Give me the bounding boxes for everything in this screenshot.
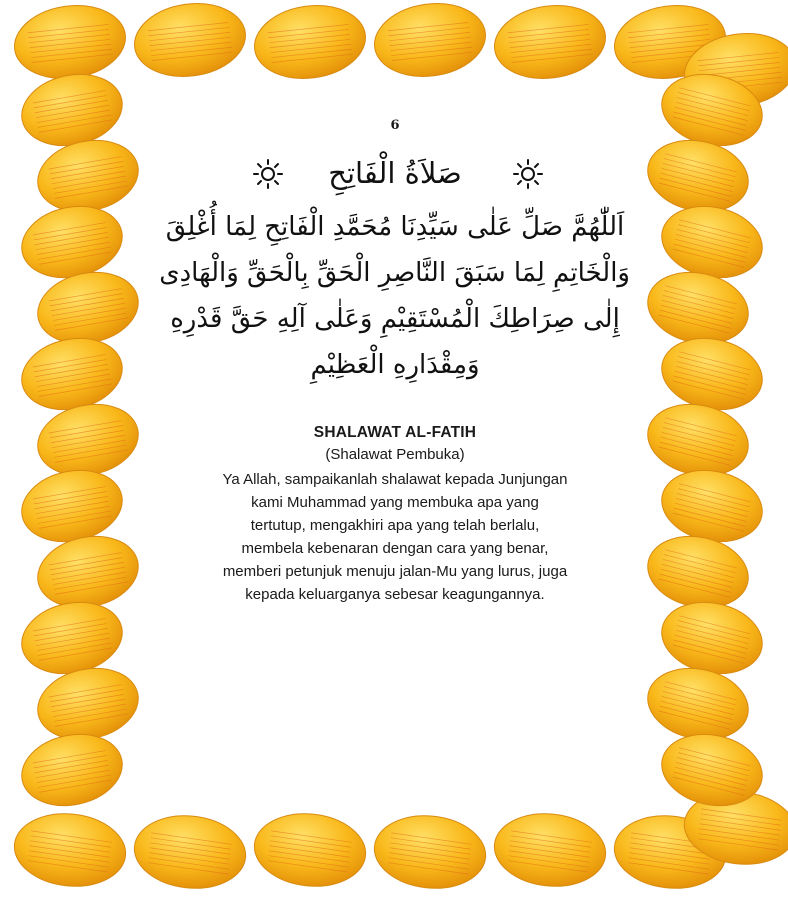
petal (15, 593, 129, 682)
latin-title: SHALAWAT AL-FATIH (313, 424, 477, 441)
text-panel (160, 112, 630, 792)
petal (131, 810, 250, 893)
petal (15, 461, 129, 550)
translation-line: tertutup, mengakhiri apa yang telah berlalu, (250, 517, 540, 534)
translation-line: memberi petunjuk menuju jalan-Mu yang lurus, juga (222, 563, 568, 580)
petal (655, 593, 769, 682)
arabic-prayer-text (160, 204, 630, 388)
latin-subtitle: (Shalawat Pembuka) (325, 446, 465, 463)
sun-icon (512, 158, 544, 190)
petal (15, 197, 129, 286)
translation-line: membela kebenaran dengan cara yang benar, (241, 540, 549, 557)
petal (130, 0, 251, 83)
petal (655, 461, 769, 550)
translation-line: Ya Allah, sampaikanlah shalawat kepada Junjungan (222, 471, 568, 488)
sun-icon (252, 158, 284, 190)
petal (491, 808, 610, 891)
arabic-line: وَمِقْدَارِهِ الْعَظِيْمِ (310, 350, 480, 380)
translation-line: kami Muhammad yang membuka apa yang (251, 494, 539, 511)
translation-line: kepada keluarganya sebesar keagungannya. (245, 586, 545, 603)
petal (655, 329, 769, 418)
arabic-title: صَلاَةُ الْفَاتِحِ (328, 156, 462, 190)
petal (15, 725, 129, 814)
page-number: 6 (390, 118, 400, 133)
petal (10, 0, 131, 85)
petal (250, 0, 371, 85)
arabic-line: وَالْخَاتِمِ لِمَا سَبَقَ النَّاصِرِ الْحَقِّ بِالْحَقِّ وَالْهَادِى (159, 258, 630, 288)
petal (11, 808, 130, 891)
arabic-line: اَللّٰهُمَّ صَلِّ عَلٰى سَيِّدِنَا مُحَمَّدِ الْفَاتِحِ لِمَا أُغْلِقَ (165, 212, 625, 242)
translation-text (160, 468, 630, 606)
arabic-heading-row (160, 152, 630, 196)
petal (370, 0, 491, 83)
petal (15, 329, 129, 418)
petal (490, 0, 611, 85)
arabic-line: إِلٰى صِرَاطِكَ الْمُسْتَقِيْمِ وَعَلٰى آلِهِ حَقَّ قَدْرِهِ (170, 304, 620, 334)
petal (251, 808, 370, 891)
petal (371, 810, 490, 893)
petal (655, 197, 769, 286)
petal (15, 65, 129, 154)
